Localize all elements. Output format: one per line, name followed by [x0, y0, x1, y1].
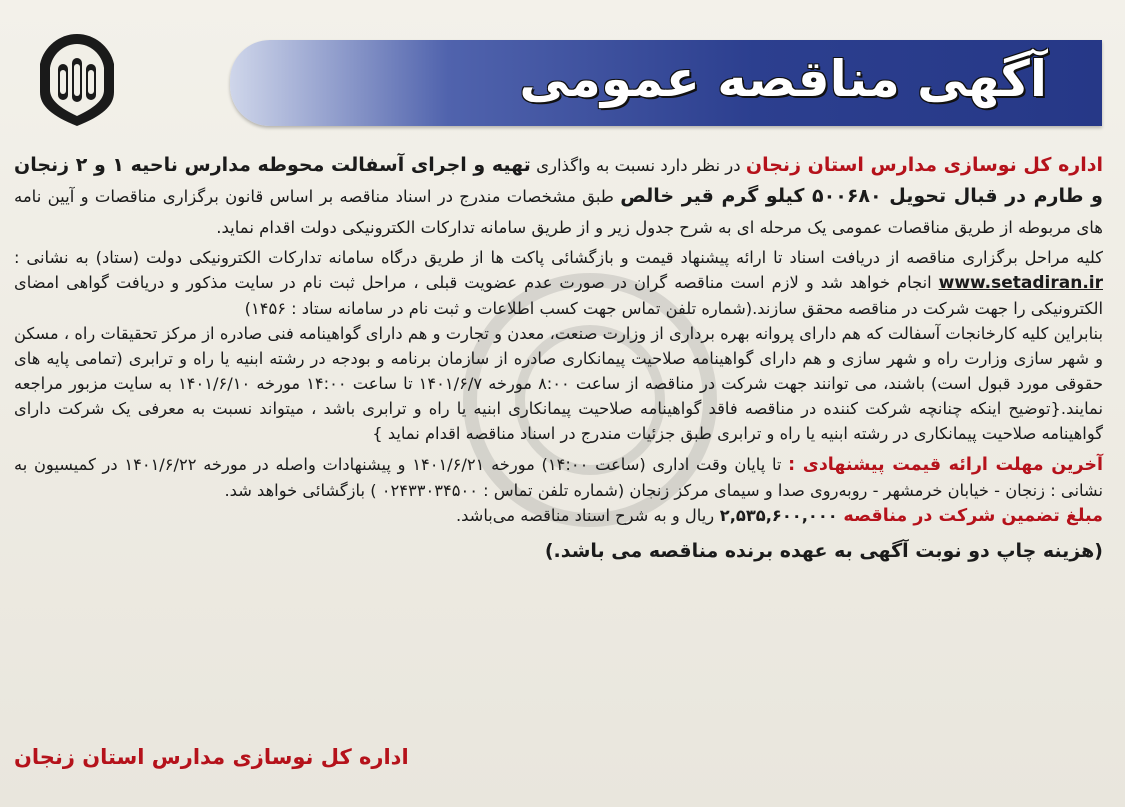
eligibility-paragraph: بنابراین کلیه کارخانجات آسفالت که هم دارای پروانه بهره برداری از وزارت صنعت، معدن و تجارت و هم دارای گواهینامه فنی صادره از مرکز تحقیقات راه ، مسکن و شهر سازی وزارت راه و شهر سازی و هم دارای گواهینامه صلاحیت پیمانکاری صادره از سازمان برنامه و بودجه در رشته ابنیه یا راه و ترابری (تمامی پایه های حقوقی مورد قبول است) باشند، می توانند جهت شرکت در مناقصه از ساعت ۸:۰۰ مورخه ۱۴۰۱/۶/۷ تا ساعت ۱۴:۰۰ مورخه ۱۴۰۱/۶/۱۰ به سایت مزبور مراجعه نمایند.{توضیح اینکه چنانچه شرکت کننده در مناقصه فاقد گواهینامه صلاحیت پیمانکاری ابنیه یا راه و ترابری باشد ، میتواند نسبت به معرفی یک شرکت دارای گواهینامه صلاحیت پیمانکاری در رشته ابنیه یا راه و ترابری طبق جزئیات مندرج در اسناد مناقصه اقدام نماید }	[14, 324, 1104, 443]
page-title: آگهی مناقصه عمومی	[519, 50, 1047, 108]
setad-link[interactable]: www.setadiran.ir	[938, 273, 1103, 293]
signature: اداره کل نوسازی مدارس استان زنجان	[14, 745, 409, 769]
guarantee-amount: ۲,۵۳۵,۶۰۰,۰۰۰	[714, 506, 844, 525]
deadline-label: آخرین مهلت ارائه قیمت پیشنهادی :	[788, 455, 1104, 475]
notice-body	[14, 150, 1103, 564]
deadline-paragraph: آخرین مهلت ارائه قیمت پیشنهادی : تا پایان وقت اداری (ساعت ۱۴:۰۰) مورخه ۱۴۰۱/۶/۲۱ و پیشنهادات واصله در مورخه ۱۴۰۱/۶/۲۲ در کمیسیون به نشانی : زنجان - خیابان خرمشهر - روبه‌روی صدا و سیمای مرکز زنجان (شماره تلفن تماس : ۰۲۴۳۳۰۳۴۵۰۰ ) بازگشائی خواهد شد.	[14, 455, 1104, 500]
emblem-logo-icon	[30, 30, 125, 130]
intro-paragraph: اداره کل نوسازی مدارس استان زنجان در نظر دارد نسبت به واگذاری تهیه و اجرای آسفالت محوطه مدارس ناحیه ۱ و ۲ زنجان و طارم در قبال تحویل ۵۰۰۶۸۰ کیلو گرم قیر خالص طبق مشخصات مندرج در اسناد مناقصه بر اساس قانون برگزاری مناقصات و آیین نامه های مربوطه از طریق مناقصات عمومی یک مرحله ای به شرح جدول زیر و از طریق سامانه تدارکات الکترونیکی دولت اقدام نماید.	[14, 154, 1104, 237]
printing-cost-note: (هزینه چاپ دو نوبت آگهی به عهده برنده مناقصه می باشد.)	[544, 540, 1103, 562]
organization-name: اداره کل نوسازی مدارس استان زنجان	[745, 154, 1104, 176]
title-banner	[230, 40, 1102, 126]
guarantee-label: مبلغ تضمین شرکت در مناقصه	[843, 506, 1103, 526]
tender-subject: تهیه و اجرای آسفالت محوطه مدارس ناحیه ۱ و ۲ زنجان و طارم در قبال تحویل ۵۰۰۶۸۰ کیلو گرم قیر خالص	[14, 154, 1103, 207]
procedure-paragraph: کلیه مراحل برگزاری مناقصه از دریافت اسناد تا ارائه پیشنهاد قیمت و بازگشائی پاکت ها از طریق درگاه سامانه تدارکات الکترونیکی دولت (ستاد) به نشانی : www.setadiran.ir انجام خواهد شد و لازم است مناقصه گران در صورت عدم عضویت قبلی ، مراحل ثبت نام در سایت مذکور و دریافت گواهی امضای الکترونیکی را جهت شرکت در مناقصه محقق سازند.(شماره تلفن تماس جهت کسب اطلاعات و ثبت نام در سامانه ستاد : ۱۴۵۶)	[14, 248, 1103, 318]
guarantee-paragraph: مبلغ تضمین شرکت در مناقصه ۲,۵۳۵,۶۰۰,۰۰۰ ریال و به شرح اسناد مناقصه می‌باشد.	[455, 506, 1103, 526]
